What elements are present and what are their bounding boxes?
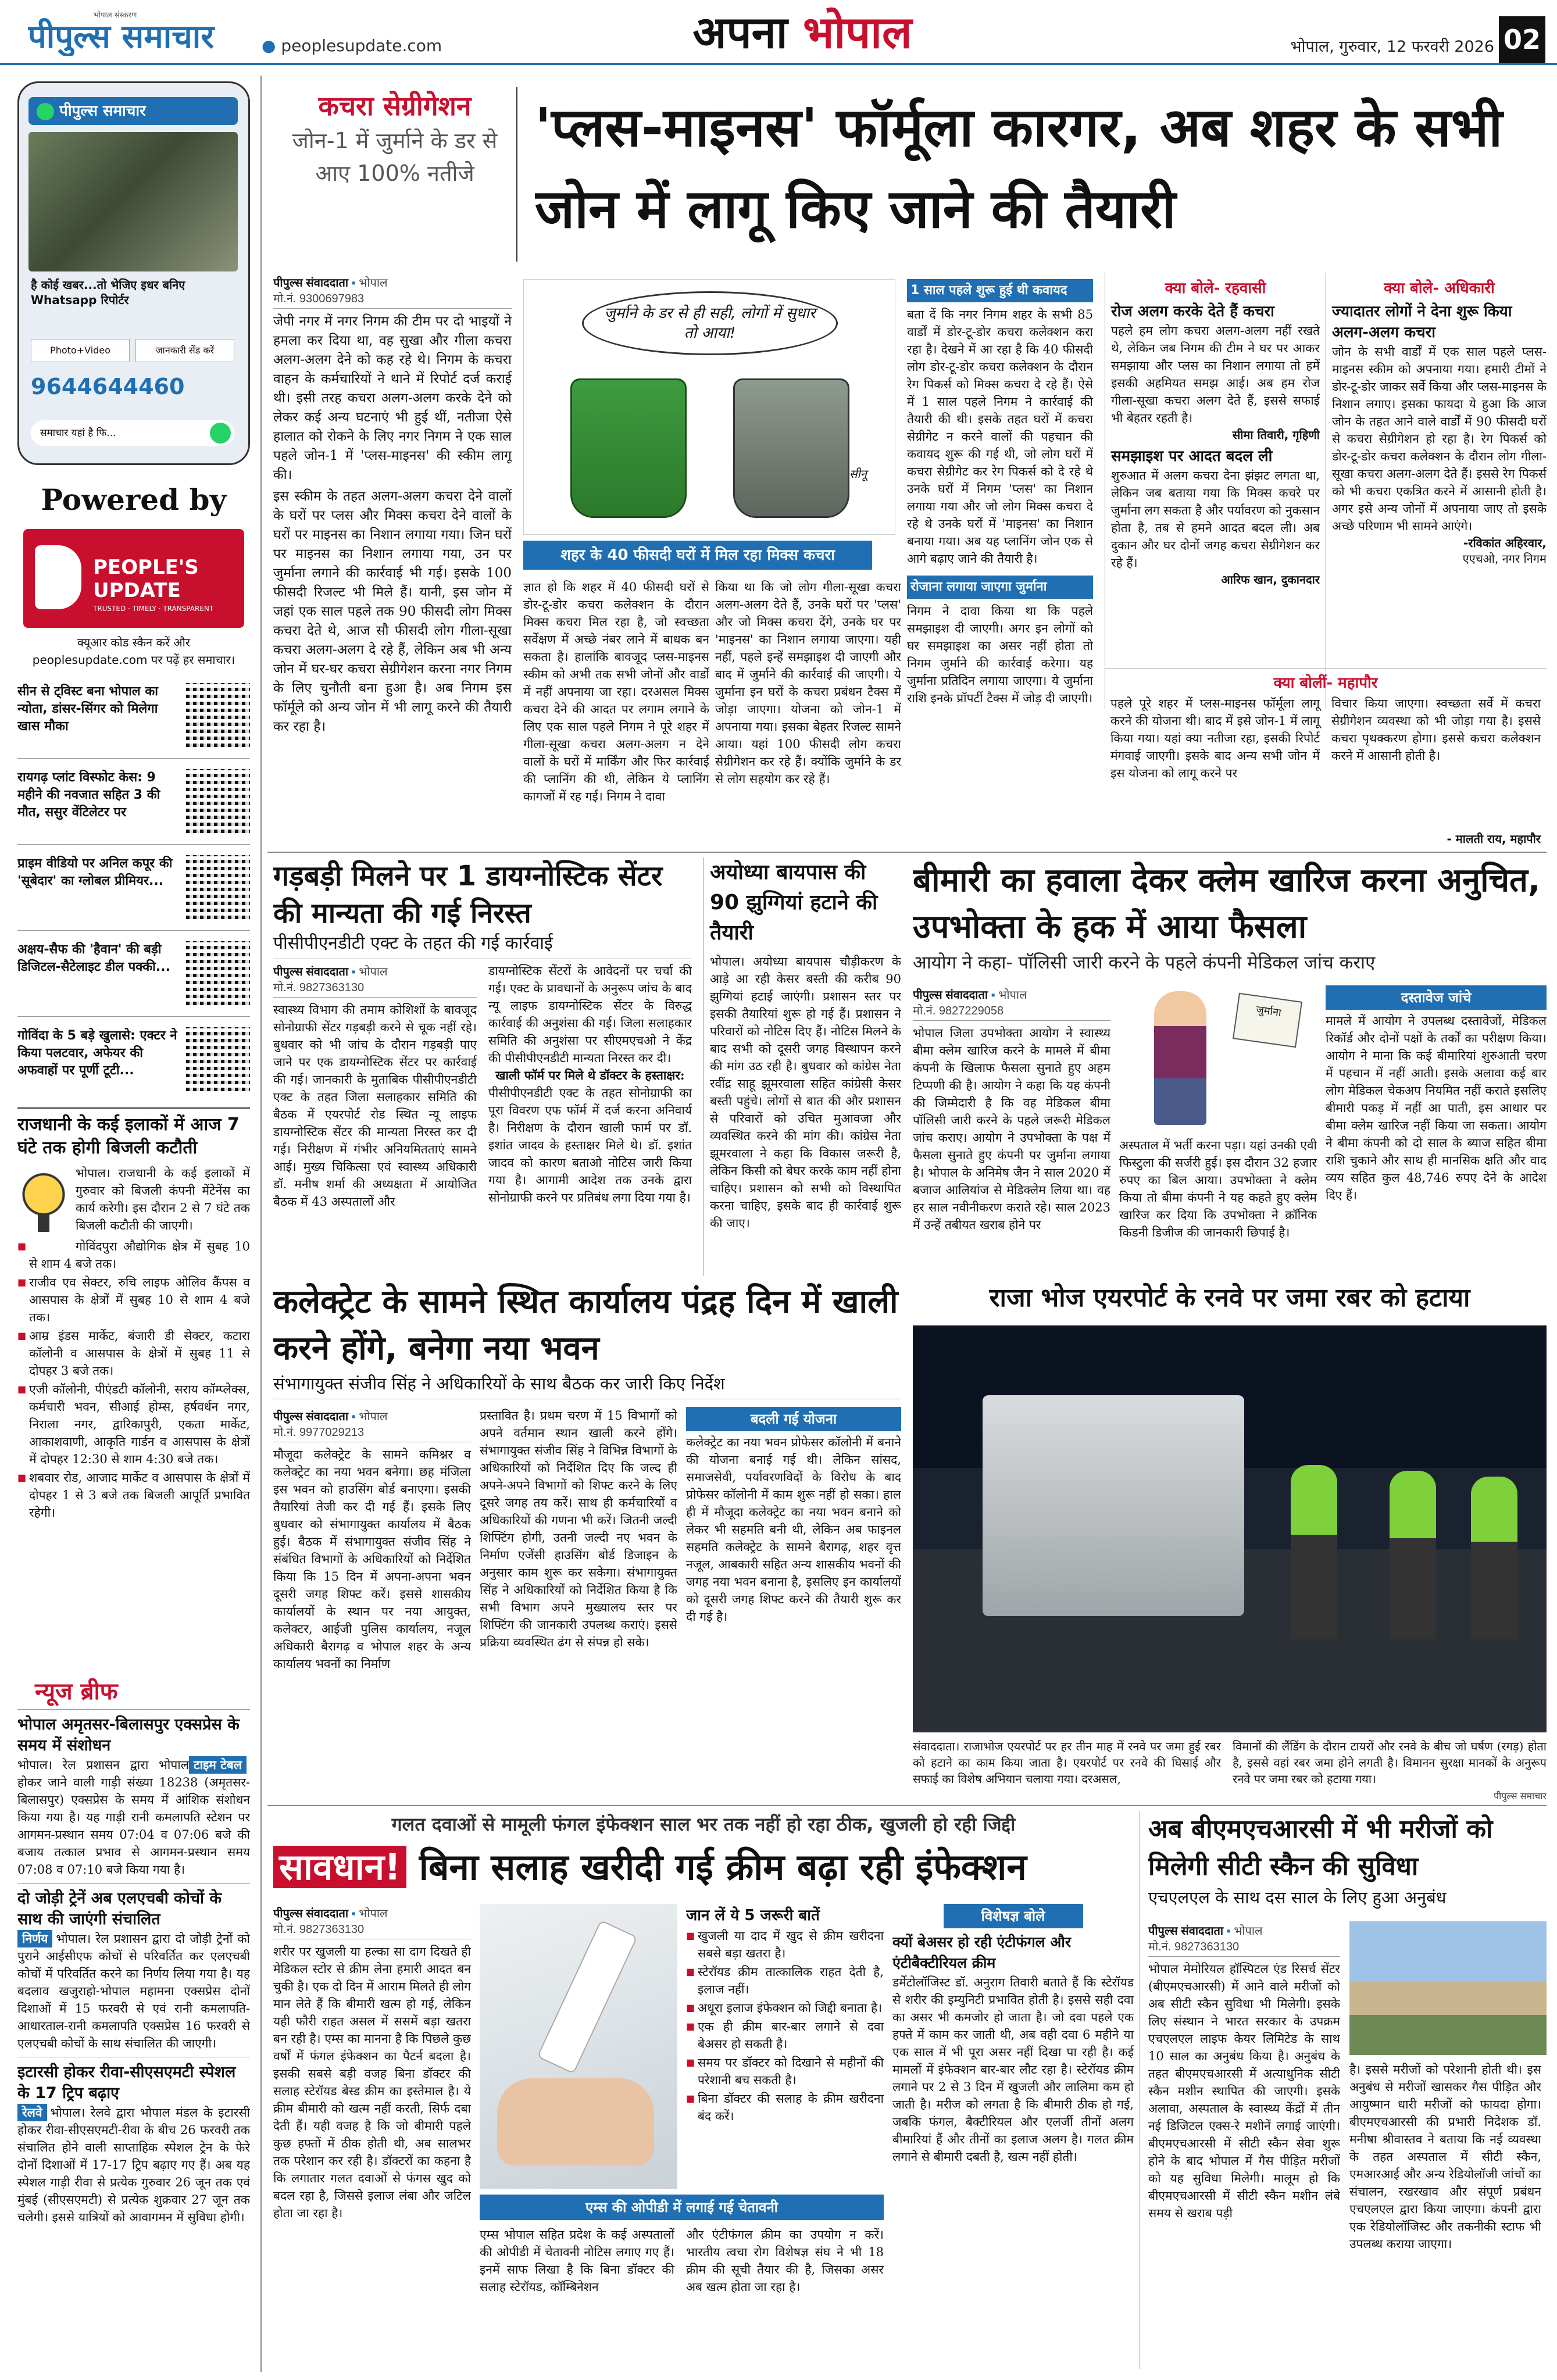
- aiims-text-1: एम्स भोपाल सहित प्रदेश के कई अस्पतालों की ओपीडी में चेतावनी नोटिस लगाए गए हैं। इनमें साफ लिखा है कि बिना डॉक्टर की सलाह स्टेरॉयड, कॉम्बिनेशन: [480, 2228, 674, 2294]
- cream-col-1: [273, 1904, 471, 2369]
- ct-photo: [1349, 1921, 1547, 2055]
- ct-sub: एचएलएल के साथ दस साल के लिए हुआ अनुबंध: [1148, 1888, 1447, 1907]
- whatsapp-promo[interactable]: [17, 81, 250, 465]
- expert-text: डर्मेटोलॉजिस्ट डॉ. अनुराग तिवारी बताते हैं कि स्टेरॉयड से शरीर की इम्युनिटी प्रभावित होती है। इससे सही दवा का असर भी कमजोर हो जाता है। जो दवा पहले एक हफ्ते में काम कर जाती थी, अब वही दवा 6 महीने या एक साल में भी पूरा असर नहीं दिखा पा रही है। कई मामलों में इंफेक्शन बार-बार लौट रहा है। स्टेरॉयड क्रीम लगाने पर 2 से 3 दिन में खुजली और लालिमा कम हो जाती है। मरीज को लगता है कि बीमारी ठीक हो गई, जबकि फंगल, बैक्टीरियल और एलर्जी तीनों अलग बीमारियां हैं और तीनों का इलाज अलग है। गलत क्रीम लगाने से बीमारी दबती है, खत्म नहीं होती।: [892, 1975, 1134, 2164]
- cartoon: [523, 279, 895, 535]
- lead-bottom-rule: [267, 852, 1547, 853]
- tip-item: ■ बिना डॉक्टर की सलाह के क्रीम खरीदना बंद करें।: [686, 2090, 884, 2125]
- news-brief-label: न्यूज ब्रीफ: [35, 1678, 118, 1705]
- claim-text-2: अस्पताल में भर्ती करना पड़ा। यहां उनकी एवी फिस्टुला की सर्जरी हुई। इस दौरान 32 हजार रुपए का बिल आया। उपभोक्ता ने क्लेम किया तो बीमा कंपनी ने यह कहते हुए क्लेम खारिज कर दिया कि उपभोक्ता ने क्रॉनिक किडनी डिजीज की जानकारी छिपाई है।: [1119, 1138, 1317, 1239]
- section-title: [640, 6, 965, 62]
- collectorate-text-1: मौजूदा कलेक्ट्रेट के सामने कमिश्नर व कलेक्ट्रेट का नया भवन बनेगा। छह मंजिला इस भवन को हाउसिंग बोर्ड बनाएगा। इसकी तैयारियां तेजी कर दी गई हैं। इसके लिए बुधवार को संभागायुक्त कार्यालय में बैठक हुई। बैठक में संभागायुक्त संजीव सिंह ने संबंधित विभागों के अधिकारियों को निर्देशित किया कि 15 दिन में अपना-अपना भवन दूसरी जगह शिफ्ट करें। इससे शासकीय कार्यालयों के स्थान पर नया आयुक्त, कलेक्टर, आईजी पुलिस कार्यालय, नजूल अधिकारी बैरागढ़ व भोपाल शहर के अन्य कार्यालय भवनों का निर्माण: [273, 1448, 471, 1671]
- claim-docs: [1326, 985, 1547, 1264]
- news-brief-item: [17, 1883, 250, 2052]
- expert-head: क्यों बेअसर हो रही एंटीफंगल और एंटीबैक्टीरियल क्रीम: [892, 1934, 1072, 1971]
- res-head-2: समझाइश पर आदत बदल ली: [1111, 448, 1273, 465]
- bulb-icon: [17, 1168, 70, 1243]
- power-cut-title: राजधानी के कई इलाकों में आज 7 घंटे तक होगी बिजली कटौती: [17, 1114, 240, 1158]
- byline-place: भोपाल: [359, 277, 388, 290]
- brief-text: [17, 2104, 250, 2226]
- power-cut-item: ■ आम्र इंडस मार्केट, बंजारी डी सेक्टर, कटारा कॉलोनी व आसपास के क्षेत्रों में सुबह 11 से दोपहर 3 बजे तक।: [17, 1327, 250, 1380]
- lead-kicker: [273, 87, 517, 262]
- collectorate-byline: पीपुल्स संवाददाता ▪ भोपाल मो.नं. 9977029213: [273, 1407, 471, 1442]
- brief-text: [17, 1756, 250, 1878]
- byline-name: पीपुल्स संवाददाता: [273, 1907, 349, 1920]
- aiims-label: एम्स की ओपीडी में लगाई गई चेतावनी: [480, 2195, 884, 2220]
- lead-para: जेपी नगर में नगर निगम की टीम पर दो भाइयों ने हमला कर दिया था, वह सुखा और गीला कचरा अलग-अलग देने को कह रहे थे। निगम के कचरा वाहन के कर्मचारियों ने थाने में रिपोर्ट दर्ज कराई थी। इसी तरह कचरा अलग-अलग करके देने को लेकर कई अन्य घटनाएं भी हुई थीं, नतीजा ऐसे हालात को रोकने के लिए नगर निगम ने एक साल पहले जोन-1 में 'प्लस-माइनस' की स्कीम लागू की।: [273, 314, 512, 483]
- lead-para: इस स्कीम के तहत अलग-अलग कचरा देने वालों के घरों पर प्लस और मिक्स कचरा देने वालों के घरों पर माइनस का निशान लगाया गया। जिन घरों पर माइनस का निशान लगाया गया, उन पर जुर्माना लगाने की कार्रवाई भी गई। इसके 100 फीसदी रिजल्ट भी मिले हैं। यानी, इस जोन में जहां एक साल पहले तक 90 फीसदी लोग मिक्स कचरा देते थे, आज सौ फीसदी लोग गीला-सूखा कचरा अलग-अलग दे रहे हैं, लेकिन अब भी अन्य जोन में घर-घर कचरा सेग्रीगेशन करना नगर निगम के लिए चुनौती बना हुआ है। अब निगम इस फॉर्मूले को अन्य जोन में भी लागू करने की तैयारी कर रहा है।: [273, 489, 512, 734]
- cartoon-signature: सीनू: [849, 467, 867, 481]
- resident-label-text: क्या बोले- रहवासी: [1165, 280, 1266, 297]
- brief-head: भोपाल अमृतसर-बिलासपुर एक्सप्रेस के समय में संशोधन: [17, 1716, 240, 1754]
- cream-headline: बिना सलाह खरीदी गई क्रीम बढ़ा रही इंफेक्शन: [419, 1846, 1027, 1888]
- qr-code-icon[interactable]: [186, 1027, 250, 1091]
- fine-text: निगम ने दावा किया था कि पहले समझाइश दी जाएगी। अगर इन लोगों को घर समझाइश का असर नहीं होता तो निगम जुर्माने की कार्रवाई करेगा। यह जुर्माना प्रतिदिन लगाया जाएगा। ये जुर्माना राशि इनके प्रॉपर्टी टैक्स में जोड़ दी जाएगी।: [907, 604, 1093, 705]
- power-cut-intro: भोपाल। राजधानी के कई इलाकों में गुरुवार को बिजली कंपनी मेंटेनेंस का कार्य करेगी। इस दौरान 2 से 7 घंटे तक बिजली कटौती की जाएगी।: [76, 1166, 250, 1232]
- qr-item[interactable]: [17, 769, 250, 845]
- lead-headline: 'प्लस-माइनस' फॉर्मूला कारगर, अब शहर के सभी जोन में लागू किए जाने की तैयारी: [535, 97, 1503, 240]
- cream-story: [273, 1811, 1134, 2369]
- brief-tag: रेलवे: [17, 2104, 47, 2121]
- masthead-logo[interactable]: [28, 9, 260, 56]
- byline-name: पीपुल्स संवाददाता: [273, 277, 349, 290]
- cream-tips: [686, 1904, 884, 2189]
- tip-item: ■ स्टेरॉयड क्रीम तात्कालिक राहत देती है, इलाज नहीं।: [686, 1963, 884, 1998]
- claim-cartoon: [1119, 985, 1317, 1131]
- qr-item-text: प्राइम वीडियो पर अनिल कपूर की 'सूबेदार' का ग्लोबल प्रीमियर...: [17, 856, 173, 888]
- logo-tag: भोपाल संस्करण: [93, 11, 137, 20]
- tip-item: ■ अधूरा इलाज इंफेक्शन को जिद्दी बनाता है।: [686, 1999, 884, 2017]
- power-cut-item: ■ एजी कॉलोनी, पीएंडटी कॉलोनी, सराय कॉम्प्लेक्स, कर्मचारी भवन, सीआई होम्स, हर्षवर्धन नगर, निराला नगर, द्वारिकापुरी, एकता मार्केट, आकाशवाणी, आकृति गार्डन व आसपास के क्षेत्रों में दोपहर 12:30 से शाम 4:30 बजे तक।: [17, 1381, 250, 1468]
- collectorate-headline: कलेक्ट्रेट के सामने स्थित कार्यालय पंद्रह दिन में खाली करने होंगे, बनेगा नया भवन: [273, 1283, 898, 1367]
- powered-by-label: Powered by: [41, 483, 227, 517]
- collectorate-sub: संभागायुक्त संजीव सिंह ने अधिकारियों के साथ बैठक कर जारी किए निर्देश: [273, 1372, 901, 1399]
- diagnostic-col-2: [488, 962, 692, 1276]
- tip-item: ■ समय पर डॉक्टर को दिखाने से महीनों की परेशानी बच सकती है।: [686, 2054, 884, 2089]
- whatsapp-icon: [37, 103, 54, 120]
- tips-head: जान लें ये 5 जरूरी बातें: [686, 1907, 820, 1924]
- cream-photo: [480, 1904, 677, 2189]
- diagnostic-col-1: [273, 962, 477, 1276]
- byline-mob: मो.नं. 9827363130: [1148, 1941, 1240, 1953]
- airport-story: [913, 1279, 1547, 1802]
- qr-item[interactable]: [17, 941, 250, 1017]
- brief-head: दो जोड़ी ट्रेनें अब एलएचबी कोचों के साथ की जाएंगी संचालित: [17, 1889, 222, 1928]
- diagnostic-sub: पीसीपीएनडीटी एक्ट के तहत की गई कार्रवाई: [273, 932, 692, 959]
- mayor-label: [1105, 669, 1547, 695]
- mayor-opinion: [1105, 669, 1547, 849]
- diagnostic-text-1: स्वास्थ्य विभाग की तमाम कोशिशों के बावजूद सोनोग्राफी सेंटर गड़बड़ी करने से चूक नहीं रहे। बुधवार को भी जांच के दौरान गड़बड़ी पाए जाने पर एक डायग्नोस्टिक सेंटर पर कार्रवाई की गई। जानकारी के मुताबिक पीसीपीएनडीटी एक्ट के तहत जिला सलाहकार समिति की बैठक में एयरपोर्ट रोड स्थित न्यू लाइफ डायग्नोस्टिक सेंटर की मान्यता निरस्त कर दी गई। निरीक्षण में गंभीर अनियमितताएं सामने आई। मुख्य चिकित्सा एवं स्वास्थ्य अधिकारी डॉ. मनीष शर्मा की अध्यक्षता में आयोजित बैठक में 43 अस्पतालों और: [273, 1003, 477, 1209]
- ct-story: [1140, 1811, 1547, 2369]
- airport-caption-1: संवाददाता। राजाभोज एयरपोर्ट पर हर तीन माह में रनवे पर जमा हुई रबर को हटाने का काम किया जाता है। एयरपोर्ट पर रनवे की घिसाई और सफाई का विशेष अभियान चलाया गया। दरअसल,: [913, 1739, 1221, 1786]
- expert-label: विशेषज्ञ बोले: [944, 1904, 1083, 1928]
- ct-headline: अब बीएमएचआरसी में भी मरीजों को मिलेगी सीटी स्कैन की सुविधा: [1148, 1814, 1493, 1881]
- news-brief-item: [17, 1709, 250, 1878]
- side-head: 1 साल पहले शुरू हुई थी कवायद: [907, 279, 1093, 302]
- mayor-name: - मालती राय, महापौर: [1447, 832, 1541, 846]
- byline-mob: मो.नं. 9977029213: [273, 1426, 365, 1439]
- byline-place: भोपाल: [359, 966, 388, 978]
- side-text: बता दें कि नगर निगम शहर के सभी 85 वार्डों में डोर-टू-डोर कचरा कलेक्शन करा रहा है। देखने में आ रहा है कि 40 फीसदी लोग डोर-टू-डोर कचरा कलेक्शन के दौरान रेग पिकर्स को मिक्स कचरा दे रहे हैं। ऐसे में 1 साल पहले निगम ने कार्रवाई की तैयारी की थी। इसके तहत घरों में कचरा सेग्रीगेट न करने वालों की पहचान की कवायद शुरू की गई थी, जो लोग घरों में कचरा सेग्रीगेट कर रेग पिकर्स को दे रहे थे उनके घरों में निगम 'प्लस' का निशान लगाया गया और जो लोग मिक्स कचरा दे रहे थे उनके घरों में 'माइनस' का निशान बनाया गया। अब यह प्लानिंग जोन एक से आगे बढ़ाए जाने की तैयारी है।: [907, 308, 1093, 566]
- promo-field-1[interactable]: Photo+Video: [31, 339, 130, 362]
- byline-place: भोपाल: [1234, 1925, 1263, 1938]
- mayor-label-text: क्या बोलीं- महापौर: [1273, 674, 1378, 692]
- qr-list: [17, 683, 250, 1102]
- brief-body: भोपाल। रेल प्रशासन द्वारा दो जोड़ी ट्रेनों को पुराने आईसीएफ कोचों से परिवर्तित कर एलएचबी कोचों में परिवर्तित करने का निर्णय लिया गया है। यह बदलाव खजुराहो-भोपाल महामना एक्सप्रेस दोनों दिशाओं में 15 फरवरी से एवं रानी कमलापति-आधारताल-रानी कमलापति एक्सप्रेस 16 फरवरी से एलएचबी कोचों के साथ संचालित की जाएगी।: [17, 1932, 250, 2050]
- brand-name: PEOPLE'S UPDATE: [93, 556, 199, 602]
- airport-photo: [913, 1325, 1547, 1732]
- news-brief: [17, 1674, 250, 2372]
- claim-headline: बीमारी का हवाला देकर क्लेम खारिज करना अनुचित, उपभोक्ता के हक में आया फैसला: [913, 862, 1541, 946]
- diagnostic-text-2: डायग्नोस्टिक सेंटरों के आवेदनों पर चर्चा की गई। एक्ट के प्रावधानों के अनुरूप जांच के बाद न्यू लाइफ डायग्नोस्टिक सेंटर के विरुद्ध कार्रवाई की अनुशंसा की गई। जिला सलाहकार समिति की अनुशंसा पर सीएमएचओ ने केंद्र की पीसीपीएनडीटी मान्यता निरस्त कर दी।: [488, 964, 692, 1065]
- officer-opinion: [1326, 273, 1547, 709]
- byline-mob: मो.नं. 9827363130: [273, 981, 365, 994]
- lead-byline: पीपुल्स संवाददाता ▪ भोपाल मो.नं. 9300697983: [273, 273, 512, 309]
- diagnostic-byline: पीपुल्स संवाददाता ▪ भोपाल मो.नं. 9827363130: [273, 962, 477, 998]
- qr-item-text: अक्षय-सैफ की 'हैवान' की बड़ी डिजिटल-सैटेलाइट डील पक्की...: [17, 942, 170, 974]
- claim-byline: पीपुल्स संवाददाता ▪ भोपाल मो.नं. 9827229058: [913, 985, 1110, 1021]
- worker-icon: [1471, 1477, 1517, 1639]
- ayodhya-headline: अयोध्या बायपास की 90 झुग्गियां हटाने की तैयारी: [710, 860, 878, 945]
- promo-tagline: है कोई खबर...तो भेजिए इधर बनिए Whatsapp रिपोर्टर: [31, 278, 185, 307]
- section-title-b: भोपाल: [803, 6, 912, 58]
- truck-icon: [983, 1395, 1244, 1616]
- cream-byline: पीपुल्स संवाददाता ▪ भोपाल मो.नं. 9827363130: [273, 1904, 471, 1939]
- ayodhya-story: [703, 857, 901, 1276]
- tip-item: ■ खुजली या दाद में खुद से क्रीम खरीदना सबसे बड़ा खतरा है।: [686, 1927, 884, 1962]
- cream-strap: गलत दवाओं से मामूली फंगल इंफेक्शन साल भर तक नहीं हो रहा ठीक, खुजली हो रही जिद्दी: [391, 1813, 1016, 1835]
- logo-text: पीपुल्स समाचार: [28, 18, 215, 56]
- qr-item-text: रायगढ़ प्लांट विस्फोट केस: 9 महीने की नवजात सहित 3 की मौत, ससुर वेंटिलेटर पर: [17, 770, 160, 820]
- cream-headline-row: [273, 1841, 1134, 1893]
- dateline: भोपाल, गुरुवार, 12 फरवरी 2026: [1290, 38, 1494, 56]
- res-name-2: आरिफ खान, दुकानदार: [1221, 573, 1320, 587]
- brief-tag: टाइम टेबल: [189, 1756, 247, 1774]
- peoples-update-icon: [35, 545, 81, 609]
- resident-label: [1111, 273, 1320, 301]
- brief-head: इटारसी होकर रीवा-सीएसएमटी स्पेशल के 17 ट्रिप बढ़ाए: [17, 2063, 236, 2102]
- off-name: -रविकांत अहिरवार,: [1463, 536, 1547, 550]
- cartoon-caption: शहर के 40 फीसदी घरों में मिल रहा मिक्स कचरा: [523, 541, 872, 570]
- claim-sub: आयोग ने कहा- पॉलिसी जारी करने के पहले कंपनी मेडिकल जांच कराए: [913, 952, 1376, 973]
- qr-instruction: [17, 634, 250, 674]
- airport-credit: पीपुल्स समाचार: [1493, 1791, 1547, 1802]
- collectorate-col-1: [273, 1407, 471, 1802]
- collectorate-text-2: प्रस्तावित है। प्रथम चरण में 15 विभागों को अपने वर्तमान स्थान खाली करने होंगे। संभागायुक्त संजीव सिंह ने विभिन्न विभागों के अधिकारियों को निर्देशित दिए कि जल्द ही अपने-अपने विभागों को शिफ्ट करने के लिए दूसरे जगह तय करें। साथ ही कर्मचारियों व अधिकारियों की गणना भी करें। जितनी जल्दी शिफ्टिंग होगी, उतनी जल्दी नए भवन के निर्माण एजेंसी हाउसिंग बोर्ड डिजाइन के अनुसार काम शुरू कर सकेगा। संभागायुक्त सिंह ने अधिकारियों को निर्देशित किया है कि सभी विभाग अपने मुख्यालय स्तर पर शिफ्टिंग की जानकारी उपलब्ध कराएं। इससे प्रक्रिया व्यवस्थित ढंग से संपन्न हो सके।: [480, 1409, 677, 1649]
- claim-col-1: [913, 985, 1110, 1264]
- lead-side: [907, 279, 1093, 849]
- promo-app-bar: [28, 97, 238, 125]
- qr-line-1: क्यूआर कोड स्कैन करें और: [77, 635, 190, 649]
- aiims-box: [480, 2195, 884, 2369]
- ayodhya-text: भोपाल। अयोध्या बायपास चौड़ीकरण के आड़े आ रही केसर बस्ती की करीब 90 झुग्गियां हटाई जाएंगी। प्रशासन स्तर पर इसकी तैयारियां शुरू हो गई हैं। प्रशासन ने परिवारों को नोटिस दिए हैं। नोटिस मिलने के बाद सभी को दूसरी जगह विस्थापन करने की मांग उठ रही है। बुधवार को कांग्रेस नेता रवींद्र साहू झूमरवाला सहित कांग्रेसी केसर बस्ती पहुंचे। लोगों से बात की और प्रशासन से परिवारों को उचित मुआवजा और व्यवस्थित करने की मांग की। कांग्रेस नेता झूमरवाला ने कहा कि विकास जरूरी है, लेकिन किसी को बेघर करके काम नहीं होना चाहिए। प्रशासन को सभी को विस्थापित करना चाहिए, इसके बाद ही कार्रवाई शुरू की जाए।: [710, 955, 901, 1230]
- officer-label-text: क्या बोले- अधिकारी: [1384, 280, 1495, 297]
- byline-name: पीपुल्स संवाददाता: [1148, 1925, 1224, 1938]
- power-cut-box: [17, 1107, 250, 1677]
- off-head: ज्यादातर लोगों ने देना शुरू किया अलग-अलग कचरा: [1332, 303, 1512, 341]
- grey-bin-icon: [733, 378, 849, 518]
- qr-code-icon[interactable]: [186, 769, 250, 833]
- byline-mob: मो.नं. 9827229058: [913, 1005, 1004, 1017]
- byline-name: पीपुल्स संवाददाता: [273, 1410, 349, 1423]
- man-figure-icon: [1154, 991, 1206, 1125]
- byline-place: भोपाल: [359, 1410, 388, 1423]
- aiims-text-2: और एंटीफंगल क्रीम का उपयोग न करें। भारतीय त्वचा रोग विशेषज्ञ संघ ने भी 18 क्रीम की सूची तैयार की है, जिसका असर अब खत्म होता जा रहा है।: [686, 2228, 884, 2294]
- airport-caption-2: विमानों की लैंडिंग के दौरान टायरों और रनवे के बीच जो घर्षण (रगड़) होता है, इससे वहां रबर जमा होने लगती है। विमानन सुरक्षा मानकों के अनुरूप रनवे पर जमा रबर को हटाया गया।: [1233, 1739, 1547, 1786]
- res-name: सीमा तिवारी, गृहिणी: [1232, 428, 1320, 442]
- page-number: 02: [1499, 16, 1545, 63]
- promo-phone[interactable]: 9644644460: [31, 374, 185, 399]
- brief-text: [17, 1930, 250, 2052]
- brand-sub: TRUSTED · TIMELY · TRANSPARENT: [93, 605, 214, 613]
- cream-text-1: शरीर पर खुजली या हल्का सा दाग दिखते ही मेडिकल स्टोर से क्रीम लेना हमारी आदत बन चुकी है। एक दो दिन में आराम मिलते ही लोग मान लेते हैं कि बीमारी खत्म हो गई, लेकिन यही फौरी राहत असल में ससमें बड़ा खतरा बन रही है। एम्स का मानना है कि पिछले कुछ वर्षों में फंगल इंफेक्शन का पैटर्न बदला है। इसकी सबसे बड़ी वजह बिना डॉक्टर की सलाह स्टेरॉयड बेस्ड क्रीम का इस्तेमाल है। ये क्रीम बीमारी को खत्म नहीं करती, सिर्फ दबा देती हैं। यही वजह है कि जो बीमारी पहले कुछ हफ्तों में ठीक होती थी, अब सालभर तक परेशान कर रही है। डॉक्टरों का कहना है कि लगातार गलत दवाओं से फंगस खुद को बदल रहा है, जिससे इलाज लंबा और जटिल होता जा रहा है।: [273, 1945, 471, 2220]
- qr-code-icon[interactable]: [186, 941, 250, 1005]
- brief-body: भोपाल। रेलवे द्वारा भोपाल मंडल के इटारसी होकर रीवा-सीएसएमटी-रीवा के बीच 26 फरवरी तक संचालित होने वाली साप्ताहिक स्पेशल ट्रेन के फेरे दोनों दिशाओं में 17-17 ट्रिप बढ़ाए गए हैं। अब यह स्पेशल गाड़ी रीवा से प्रत्येक गुरुवार 26 जून तक एवं मुंबई (सीएसएमटी) से प्रत्येक शुक्रवार 27 जून तक चलेगी। इससे यात्रियों को आवागमन में सुविधा होगी।: [17, 2106, 250, 2224]
- peoples-update-logo[interactable]: [23, 529, 244, 628]
- diagnostic-subhead: खाली फॉर्म पर मिले थे डॉक्टर के हस्ताक्षर:: [495, 1068, 685, 1082]
- res-head: रोज अलग करके देते हैं कचरा: [1111, 303, 1274, 320]
- website-link[interactable]: [262, 36, 465, 59]
- promo-chat-bar[interactable]: [31, 420, 234, 446]
- masthead: [0, 0, 1557, 65]
- news-brief-item: [17, 2057, 250, 2226]
- mayor-text-1: पहले पूरे शहर में प्लस-माइनस फॉर्मूला लागू करने की योजना थी। बाद में इसे जोन-1 में लागू किया गया। यहां क्या नतीजा रहा, इसकी रिपोर्ट मंगवाई जाएगी। इसके बाद अन्य सभी जोन में इस योजना को लागू करने पर: [1110, 696, 1320, 780]
- resident-opinion: [1105, 273, 1320, 709]
- collectorate-plan: [686, 1407, 901, 1802]
- worker-icon: [1390, 1471, 1436, 1639]
- left-column: [12, 76, 256, 2372]
- hand-icon: [497, 2078, 654, 2165]
- power-cut-item: ■ गोविंदपुरा औद्योगिक क्षेत्र में सुबह 10 से शाम 4 बजे तक।: [17, 1238, 250, 1273]
- airport-headline: राजा भोज एयरपोर्ट के रनवे पर जमा रबर को हटाया: [989, 1283, 1470, 1313]
- byline-name: पीपुल्स संवाददाता: [913, 989, 988, 1002]
- cartoon-speech: जुर्माने के डर से ही सही, लोगों में सुधार तो आया!: [582, 291, 838, 355]
- plan-text: कलेक्ट्रेट का नया भवन प्रोफेसर कॉलोनी में बनाने की योजना बनाई गई थी। लेकिन सांसद, समाजसेवी, पर्यावरणविदों के विरोध के बाद प्रोफेसर कॉलोनी में काम शुरू नहीं हो सका। हाल ही में मौजूदा कलेक्ट्रेट का नया भवन बनाने को लेकर भी सहमति बनी थी, लेकिन अब फाइनल सहमति कलेक्ट्रेट के सामने बैरागढ़, शहर वृत्त नजूल, आबकारी सहित अन्य शासकीय भवनों की जगह नया भवन बनाना है, इसलिए इन कार्यालयों को दूसरी जगह शिफ्ट करने की तैयारी शुरू कर दी गई है।: [686, 1435, 901, 1624]
- officer-label: [1332, 273, 1547, 301]
- ct-text-2: है। इससे मरीजों को परेशानी होती थी। इस अनुबंध से मरीजों खासकर गैस पीड़ित और आयुष्मान धारी मरीजों को फायदा होगा। बीएमएचआरसी की प्रभारी निदेशक डॉ. मनीषा श्रीवास्तव ने बताया कि नई व्यवस्था के तहत अस्पताल में सीटी स्कैन, एमआरआई और अन्य रेडियोलॉजी जांचों का संचालन, रखरखाव और संपूर्ण प्रबंधन एचएलएल द्वारा किया जाएगा। कंपनी द्वारा एक रेडियोलॉजिस्ट और तकनीकी स्टाफ भी उपलब्ध कराया जाएगा।: [1349, 2063, 1541, 2251]
- expert-box: [892, 1904, 1134, 2369]
- byline-name: पीपुल्स संवाददाता: [273, 966, 349, 978]
- power-cut-item: ■ शबवार रोड, आजाद मार्केट व आसपास के क्षेत्रों में दोपहर 1 से 3 बजे तक बिजली आपूर्ति प्रभावित रहेगी।: [17, 1469, 250, 1521]
- diagnostic-story: [273, 857, 692, 1276]
- ct-col-1: [1148, 1921, 1340, 2369]
- web-icon: ●: [262, 36, 276, 55]
- claim-text-1: भोपाल जिला उपभोक्ता आयोग ने स्वास्थ्य बीमा क्लेम खारिज करने के मामले में बीमा कंपनी के खिलाफ फैसला सुनाते हुए अहम टिप्पणी की है। आयोग ने कहा कि यह कंपनी की जिम्मेदारी है कि वह मेडिकल बीमा पॉलिसी जारी करने के पहले जरूरी मेडिकल जांच कराए। आयोग ने उपभोक्ता के पक्ष में फैसला सुनाते हुए कंपनी पर जुर्माना लगाया है। भोपाल के अनिमेष जैन ने साल 2020 में बजाज आलियांज से मेडिक्लेम लिया था। वह हर साल नवीनीकरण कराते रहे। साल 2023 में उन्हें तबीयत खराब होने पर: [913, 1026, 1110, 1232]
- qr-item[interactable]: [17, 683, 250, 759]
- byline-mob: मो.नं. 9827363130: [273, 1923, 365, 1936]
- left-divider: [260, 76, 262, 2372]
- res-text: पहले हम लोग कचरा अलग-अलग नहीं रखते थे, लेकिन जब निगम की टीम ने घर पर आकर समझाया और प्लस का निशान लगाया तो हमें इसकी अहमियत समझ आई। अब हम रोज गीला-सूखा कचरा अलग देते हैं, इससे सफाई भी बेहतर रहती है।: [1111, 324, 1320, 425]
- diagnostic-headline: गड़बड़ी मिलने पर 1 डायग्नोस्टिक सेंटर की मान्यता की गई निरस्त: [273, 860, 663, 930]
- power-cut-list: [17, 1238, 250, 1521]
- qr-item[interactable]: [17, 855, 250, 931]
- promo-chat-text: समाचार यहां है फि...: [40, 427, 116, 439]
- brief-body: भोपाल। रेल प्रशासन द्वारा भोपाल होकर जाने वाली गाड़ी संख्या 18238 (अमृतसर-बिलासपुर) एक्सप्रेस के समय में आंशिक संशोधन किया गया है। यह गाड़ी रानी कमलापति स्टेशन पर आगमन-प्रस्थान समय 07:04 व 07:06 बजे की बजाय तत्काल प्रभाव से आगमन-प्रस्थान समय 07:08 व 07:10 बजे किया गया है।: [17, 1758, 250, 1877]
- lead-body: [273, 312, 512, 737]
- mayor-text-2: विचार किया जाएगा। स्वच्छता सर्वे में कचरा सेग्रीगेशन व्यवस्था को भी जोड़ा गया है। इससे कचरा पृथक्करण होगा। इससे कचरा कलेक्शन करने में आसानी होती है।: [1331, 696, 1541, 763]
- lead-col-2: ज्ञात हो कि शहर में 40 फीसदी घरों से डोर-टू-डोर कचरा कलेक्शन के दौरान मिक्स कचरा मिल रहा है, जो स्वच्छता सर्वेक्षण में अच्छे नंबर लाने में बाधक बन सकता है। हालांकि बावजूद प्लस-माइनस स्कीम को अभी तक सभी जोनों और वार्डों में नहीं अपनाया जा रहा। दरअसल मिक्स कचरा देने की आदत पर लगाम लगाने के लिए एक साल पहले निगम ने पूरे शहर में गीला-सूखा कचरा अलग-अलग न देने वालों के घरों में मार्किंग और फिर कार्रवाई की प्लानिंग की थी, लेकिन ये प्लानिंग कागजों में रह गई। निगम ने दावा: [523, 580, 709, 803]
- byline-place: भोपाल: [359, 1907, 388, 1920]
- plan-label: बदली गई योजना: [686, 1407, 901, 1431]
- qr-line-2: peoplesupdate.com पर पढ़ें हर समाचार।: [32, 653, 235, 667]
- mic-icon[interactable]: [210, 423, 231, 444]
- lead-kicker-sub: जोन-1 में जुर्माने के डर से आए 100% नतीजे: [292, 128, 498, 186]
- fine-head: रोजाना लगाया जाएगा जुर्माना: [907, 576, 1093, 599]
- off-text: जोन के सभी वार्डों में एक साल पहले प्लस-माइनस स्कीम को अपनाया गया। हमारी टीमों ने डोर-टू-डोर जाकर सर्वे किया और प्लस-माइनस के निशान लगाए। इसका फायदा ये हुआ कि आज जोन के तहत आने वाले वार्डों में 90 फीसदी घरों से कचरा सेग्रीगेशन हो रहा है। रेग पिकर्स को डोर-टू-डोर कचरा कलेक्शन के दौरान लोग गीला-सूखा कचरा अलग-अलग देते हैं। इससे रेग पिकर्स को भी कचरा एकत्रित करने में आसानी होती है। अगर इसे अन्य जोनों में अपनाया जाए तो इसके अच्छे परिणाम भी सामने आएंगे।: [1332, 345, 1547, 533]
- promo-app-name: पीपुल्स समाचार: [59, 102, 146, 120]
- qr-item-text: सीन से ट्विस्ट बना भोपाल का न्योता, डांसर-सिंगर को मिलेगा खास मौका: [17, 684, 158, 734]
- qr-code-icon[interactable]: [186, 683, 250, 747]
- qr-item-text: गोविंदा के 5 बड़े खुलासे: एक्टर ने किया पलटवार, अफेयर की अफवाहों पर पूर्णी टूटी...: [17, 1028, 177, 1078]
- diagnostic-text-3: पीसीपीएनडीटी एक्ट के तहत सोनोग्राफी का पूरा विवरण एफ फॉर्म में दर्ज करना अनिवार्य है। निरीक्षण के दौरान खाली फार्म पर डॉ. इशांत जादव के हस्ताक्षर मिले थे। डॉ. इशांत जादव को कारण बताओ नोटिस जारी किया गया है। आगामी आदेश तक उनके द्वारा सोनोग्राफी करने पर प्रतिबंध लगा दिया गया है।: [488, 1086, 692, 1205]
- bottom-rule: [267, 1805, 1547, 1806]
- collectorate-story: [273, 1279, 901, 1802]
- brief-tag: निर्णय: [17, 1930, 52, 1947]
- claim-story: [913, 857, 1547, 1264]
- ct-byline: पीपुल्स संवाददाता ▪ भोपाल मो.नं. 9827363130: [1148, 1921, 1340, 1957]
- section-title-a: अपना: [692, 6, 788, 58]
- website-text: peoplesupdate.com: [281, 36, 442, 55]
- lead-col-1: [273, 273, 512, 849]
- byline-place: भोपाल: [998, 989, 1027, 1002]
- cream-warn: सावधान!: [273, 1846, 406, 1888]
- tip-item: ■ एक ही क्रीम बार-बार लगाने से दवा बेअसर हो सकती है।: [686, 2018, 884, 2053]
- qr-item[interactable]: [17, 1027, 250, 1102]
- worker-icon: [1291, 1465, 1337, 1639]
- res-text-2: शुरुआत में अलग कचरा देना झंझट लगता था, लेकिन जब बताया गया कि मिक्स कचरे पर जुर्माना लग सकता है और पर्यावरण को नुकसान होता है, तब से हमने आदत बदल ली। अब दुकान और घर दोनों जगह कचरा सेग्रीगेशन कर रहे हैं।: [1111, 469, 1320, 570]
- fine-sign: जुर्माना: [1233, 993, 1302, 1048]
- tube-icon: [537, 1920, 637, 2074]
- power-cut-item: ■ राजीव एव सेक्टर, रुचि लाइफ ओलिव कैंपस व आसपास के क्षेत्रों में सुबह 10 से शाम 4 बजे तक।: [17, 1274, 250, 1326]
- byline-mob: मो.नं. 9300697983: [273, 292, 365, 305]
- ct-text-1: भोपाल मेमोरियल हॉस्पिटल एंड रिसर्च सेंटर (बीएमएचआरसी) में आने वाले मरीजों को अब सीटी स्कैन सुविधा भी मिलेगी। इसके लिए संस्थान ने भारत सरकार के उपक्रम एचएलएल लाइफ केयर लिमिटेड के साथ 10 साल का अनुबंध किया है। अनुबंध के तहत बीएमएचआरसी में अत्याधुनिक सीटी स्कैन मशीन स्थापित की जाएगी। इसके अलावा, अस्पताल के स्वास्थ्य केंद्रों में तीन नई डिजिटल एक्स-रे मशीनें लगाई जाएंगी। बीएमएचआरसी में सीटी स्कैन सेवा शुरू होने के बाद भोपाल में गैस पीड़ित मरीजों को यह सुविधा मिलेगी। मालूम हो कि बीएमएचआरसी में सीटी स्कैन मशीन लंबे समय से खराब पड़ी: [1148, 1962, 1340, 2220]
- lead-col-3: किया था कि जो लोग गीला-सूखा कचरा अलग-अलग देते हैं, उनके घरों पर 'प्लस' और जो मिक्स कचरा देंगे, उनके घर पर 'माइनस' का निशान लगाया जाएगा। यही नहीं, पहले इन्हें समझाइश दी जाएगी और बाद में जुर्माने की कार्रवाई की जाएगी। ये जुर्माना इन घरों के कचरा प्रबंधन टैक्स में जोड़ा जाएगा। योजना को जोन-1 में अपनाया गया। इसका बेहतर रिजल्ट सामने आया। यहां 100 फीसदी लोग कचरा सेग्रीगेशन कर रहे हैं। क्योंकि जुर्माने के डर से लोग सहयोग कर रहे हैं।: [715, 580, 901, 786]
- docs-text: मामले में आयोग ने उपलब्ध दस्तावेजों, मेडिकल रिकॉर्ड और दोनों पक्षों के तर्कों का परीक्षण किया। आयोग ने माना कि कई बीमारियां शुरुआती चरण में पहचान में नहीं आती। इसके अलावा कई बार लोग मेडिकल चेकअप नियमित नहीं कराते इसलिए बीमारी पकड़ में नहीं आ पाती, इस आधार पर बीमा क्लेम खारिज नहीं किया जा सकता। आयोग ने बीमा कंपनी को दो साल के ब्याज सहित बीमा राशि चुकाने और साथ ही मानसिक क्षति और वाद व्यय सहित कुल 48,746 रुपए देने के आदेश दिए हैं।: [1326, 1014, 1547, 1202]
- tips-list: [686, 1927, 884, 2125]
- docs-label: दस्तावेज जांचे: [1326, 985, 1547, 1010]
- green-bin-icon: [570, 378, 687, 518]
- lead-kicker-title: कचरा सेग्रीगेशन: [318, 90, 472, 121]
- promo-photo: [28, 132, 238, 271]
- promo-field-2[interactable]: जानकारी सेंड करें: [135, 339, 234, 362]
- qr-code-icon[interactable]: [186, 855, 250, 919]
- off-desig: एएचओ, नगर निगम: [1462, 552, 1547, 566]
